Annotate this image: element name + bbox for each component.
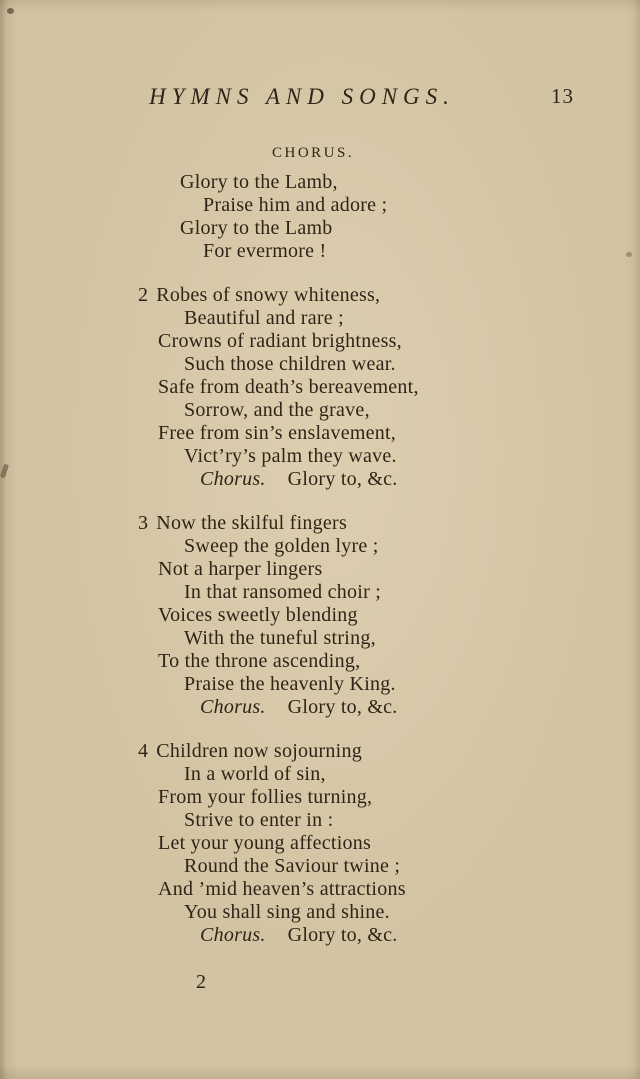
chorus-reference-label: Chorus. xyxy=(200,924,266,946)
verse-line: Beautiful and rare ; xyxy=(184,307,344,329)
chorus-line: For evermore ! xyxy=(203,240,327,262)
verse-line-text: Robes of snowy whiteness, xyxy=(156,284,381,306)
verse-line: Strive to enter in : xyxy=(184,809,334,831)
chorus-line: Glory to the Lamb, xyxy=(180,171,338,193)
verse-line: Voices sweetly blending xyxy=(158,604,358,626)
chorus-section xyxy=(180,142,640,263)
page-title: HYMNS AND SONGS. xyxy=(149,84,455,109)
signature-mark: 2 xyxy=(196,971,207,993)
chorus-heading: CHORUS. xyxy=(272,145,355,161)
chorus-reference-text: Glory to, &c. xyxy=(287,924,398,946)
chorus-reference-label: Chorus. xyxy=(200,468,266,490)
verse-line: You shall sing and shine. xyxy=(184,901,390,923)
verse-number: 4 xyxy=(138,740,149,762)
verse-line: From your follies turning, xyxy=(158,786,373,808)
verse-line xyxy=(138,284,640,307)
chorus-reference xyxy=(138,696,640,719)
verse-line: Such those children wear. xyxy=(184,353,396,375)
chorus-line: Glory to the Lamb xyxy=(180,217,333,239)
verse-line: Free from sin’s enslavement, xyxy=(158,422,397,444)
chorus-reference-text: Glory to, &c. xyxy=(287,696,398,718)
chorus-reference xyxy=(138,924,640,947)
verse-line: Vict’ry’s palm they wave. xyxy=(184,445,397,467)
verse-2 xyxy=(138,284,640,491)
chorus-reference-label: Chorus. xyxy=(200,696,266,718)
verse-line: And ’mid heaven’s attractions xyxy=(158,878,406,900)
verse-line-text: Children now sojourning xyxy=(156,740,362,762)
paper-blemish xyxy=(626,252,632,257)
running-header xyxy=(0,0,640,114)
verse-line: In a world of sin, xyxy=(184,763,326,785)
verse-line: Praise the heavenly King. xyxy=(184,673,396,695)
verse-line: Sweep the golden lyre ; xyxy=(184,535,379,557)
page-number: 13 xyxy=(551,84,574,108)
chorus-line: Praise him and adore ; xyxy=(203,194,388,216)
verse-line: Sorrow, and the grave, xyxy=(184,399,370,421)
verse-line xyxy=(138,512,640,535)
verse-line-text: Now the skilful fingers xyxy=(156,512,347,534)
verse-line xyxy=(138,740,640,763)
verse-line: Not a harper lingers xyxy=(158,558,323,580)
paper-blemish xyxy=(0,464,9,479)
verse-line: With the tuneful string, xyxy=(184,627,376,649)
verse-line: Crowns of radiant brightness, xyxy=(158,330,402,352)
verse-3 xyxy=(138,512,640,719)
verse-number: 3 xyxy=(138,512,149,534)
verse-line: Safe from death’s bereavement, xyxy=(158,376,419,398)
verse-line: To the throne ascending, xyxy=(158,650,361,672)
chorus-reference-text: Glory to, &c. xyxy=(287,468,398,490)
verse-4 xyxy=(138,740,640,947)
verse-line: Round the Saviour twine ; xyxy=(184,855,401,877)
chorus-reference xyxy=(138,468,640,491)
verse-line: In that ransomed choir ; xyxy=(184,581,382,603)
verse-line: Let your young affections xyxy=(158,832,372,854)
verse-number: 2 xyxy=(138,284,149,306)
